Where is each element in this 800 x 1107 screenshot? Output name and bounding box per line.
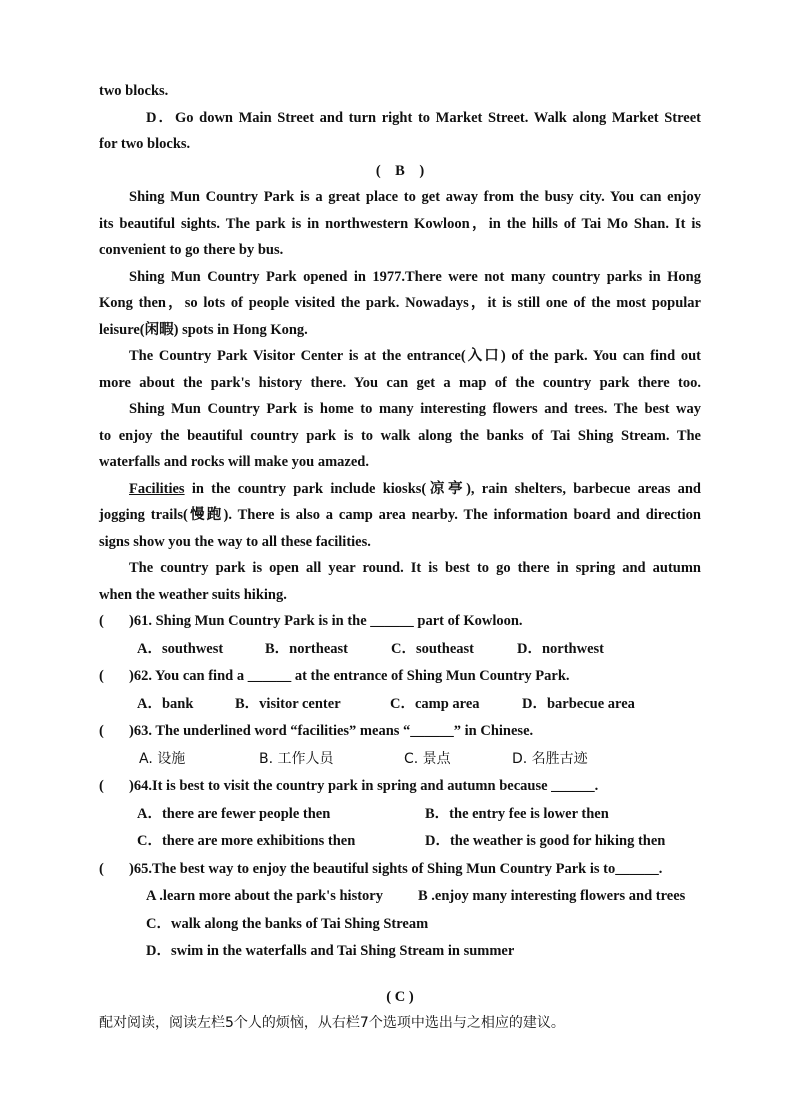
option-a[interactable]: A．bank — [137, 695, 194, 712]
option-c[interactable]: C．walk along the banks of Tai Shing Stream — [146, 915, 429, 932]
option-d-line: D．Go down Main Street and turn right to Market Street. Walk along Market Street — [146, 109, 701, 126]
option-d-line-cont: for two blocks. — [99, 136, 191, 152]
underlined-word: Facilities — [129, 480, 185, 497]
option-c[interactable]: C. 景点 — [404, 750, 451, 767]
question-text: )62. You can find a ______ at the entrance of Shing Mun Country Park. — [129, 668, 570, 684]
question-65 — [99, 856, 701, 884]
question-64-options-row2 — [99, 828, 701, 856]
question-65-options-row1 — [99, 883, 701, 911]
section-c-instruction: 配对阅读，阅读左栏5个人的烦恼，从右栏7个选项中选出与之相应的建议。 — [99, 1015, 565, 1031]
passage-line: leisure(闲暇) spots in Hong Kong. — [99, 321, 308, 338]
answer-blank[interactable]: ( — [99, 778, 104, 794]
passage-line: The country park is open all year round. It is best to go there in spring and autumn — [129, 560, 701, 576]
option-b[interactable]: B. 工作人员 — [259, 750, 334, 767]
passage-line: Shing Mun Country Park is a great place to get away from the busy city. You can enjoy — [129, 189, 701, 205]
question-61-options — [99, 636, 701, 664]
option-c[interactable]: C．there are more exhibitions then — [137, 833, 356, 849]
passage-line: Kong then，so lots of people visited the park. Nowadays，it is still one of the most popular — [99, 295, 701, 311]
question-64-options-row1 — [99, 801, 701, 829]
option-d[interactable]: D．swim in the waterfalls and Tai Shing Stream in summer — [146, 943, 515, 959]
passage-line: its beautiful sights. The park is in northwestern Kowloon，in the hills of Tai Mo Shan. It is — [99, 215, 701, 232]
option-d[interactable]: D．barbecue area — [522, 695, 635, 712]
answer-blank[interactable]: ( — [99, 723, 104, 739]
passage-line: to enjoy the beautiful country park is to walk along the banks of Tai Shing Stream. The — [99, 427, 701, 444]
option-b[interactable]: B．the entry fee is lower then — [425, 805, 609, 822]
option-a[interactable]: A .learn more about the park's history — [146, 888, 383, 904]
passage-line: waterfalls and rocks will make you amazed. — [99, 454, 369, 470]
question-62-options — [99, 691, 701, 719]
question-text: )61. Shing Mun Country Park is in the ______ part of Kowloon. — [129, 613, 523, 629]
document-page — [99, 78, 701, 1037]
passage-text: in the country park include kiosks(凉亭), rain shelters, barbecue areas and — [184, 480, 701, 497]
passage-line: jogging trails(慢跑). There is also a camp area nearby. The information board and direction — [99, 507, 701, 523]
section-b-heading: ( B ) — [375, 162, 425, 179]
question-61 — [99, 608, 701, 636]
question-text: )63. The underlined word “facilities” means “______” in Chinese. — [129, 723, 534, 739]
section-c-heading: ( C ) — [386, 988, 414, 1005]
passage-line-facilities — [99, 476, 701, 503]
question-65-options-row2 — [99, 911, 701, 939]
option-c[interactable]: C．camp area — [390, 695, 480, 712]
passage-line: convenient to go there by bus. — [99, 242, 284, 258]
question-63-options — [99, 746, 701, 774]
option-a[interactable]: A．there are fewer people then — [137, 805, 331, 822]
passage-line: signs show you the way to all these facilities. — [99, 533, 371, 550]
option-a[interactable]: A. 设施 — [139, 750, 186, 767]
question-text: )64.It is best to visit the country park in spring and autumn because ______. — [129, 778, 599, 794]
option-d[interactable]: D．northwest — [517, 640, 604, 657]
passage-line: Shing Mun Country Park is home to many interesting flowers and trees. The best way — [129, 401, 701, 417]
question-64 — [99, 773, 701, 801]
passage-line: Shing Mun Country Park opened in 1977.There were not many country parks in Hong — [129, 268, 701, 285]
answer-blank[interactable]: ( — [99, 860, 104, 877]
answer-blank[interactable]: ( — [99, 613, 104, 629]
option-d[interactable]: D. 名胜古迹 — [512, 750, 588, 767]
option-b[interactable]: B .enjoy many interesting flowers and trees — [418, 888, 686, 904]
option-a[interactable]: A．southwest — [137, 640, 224, 657]
option-d[interactable]: D．the weather is good for hiking then — [425, 833, 666, 849]
passage-line: The Country Park Visitor Center is at the entrance(入口) of the park. You can find out — [129, 348, 701, 364]
answer-blank[interactable]: ( — [99, 668, 104, 684]
passage-line: more about the park's history there. You can get a map of the country park there too. — [99, 374, 701, 391]
question-65-options-row3 — [99, 938, 701, 966]
question-63 — [99, 718, 701, 746]
option-c[interactable]: C．southeast — [391, 640, 474, 657]
question-62 — [99, 663, 701, 691]
option-b[interactable]: B．northeast — [265, 640, 348, 657]
option-b[interactable]: B．visitor center — [235, 695, 341, 712]
question-text: )65.The best way to enjoy the beautiful sights of Shing Mun Country Park is to______. — [129, 860, 663, 877]
text-line: two blocks. — [99, 83, 169, 99]
passage-line: when the weather suits hiking. — [99, 586, 287, 603]
